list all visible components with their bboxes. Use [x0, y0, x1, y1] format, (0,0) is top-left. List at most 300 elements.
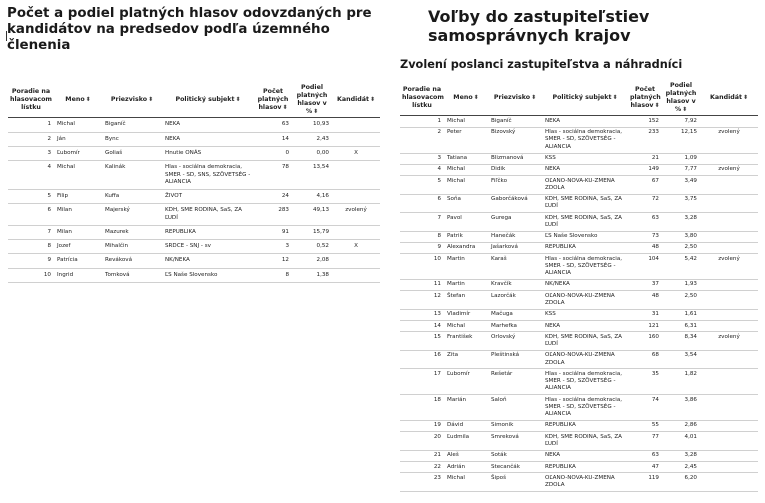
- sort-icon[interactable]: ⬍: [654, 101, 660, 109]
- cell-party: KSS: [542, 153, 628, 164]
- cell-candidate: [332, 118, 380, 132]
- cell-order: 19: [400, 420, 444, 431]
- cell-surname: Lazorčák: [488, 291, 542, 310]
- cell-share: 1,38: [292, 268, 332, 282]
- table-row: [400, 450, 758, 461]
- column-header-candidate[interactable]: [332, 82, 380, 118]
- cell-votes: 8: [254, 268, 292, 282]
- cell-candidate: [700, 116, 758, 127]
- cell-party: NEKA: [542, 164, 628, 175]
- cell-share: 6,20: [662, 473, 700, 492]
- cell-candidate: [700, 231, 758, 242]
- column-header-surname[interactable]: [488, 80, 542, 116]
- table-row: [8, 161, 380, 190]
- cell-candidate: [700, 213, 758, 232]
- cell-candidate: [700, 395, 758, 421]
- cell-order: 23: [400, 473, 444, 492]
- text-cursor: [6, 31, 7, 41]
- cell-votes: 31: [628, 309, 662, 320]
- cell-order: 3: [400, 153, 444, 164]
- cell-order: 6: [400, 194, 444, 213]
- cell-share: 1,93: [662, 279, 700, 290]
- cell-candidate: [332, 190, 380, 204]
- cell-share: 12,15: [662, 127, 700, 153]
- cell-surname: Fiľčko: [488, 176, 542, 195]
- column-header-label: Meno: [65, 95, 85, 103]
- sort-icon[interactable]: ⬍: [682, 105, 688, 113]
- cell-surname: Jašarková: [488, 242, 542, 253]
- cell-share: 7,77: [662, 164, 700, 175]
- cell-candidate: X: [332, 240, 380, 254]
- cell-first-name: Michal: [444, 116, 488, 127]
- cell-party: OĽANO-NOVA-KU-ZMENA ZDOLA: [542, 291, 628, 310]
- cell-surname: Mačuga: [488, 309, 542, 320]
- cell-surname: Gurega: [488, 213, 542, 232]
- cell-first-name: Milan: [54, 204, 102, 226]
- cell-first-name: Alexandra: [444, 242, 488, 253]
- cell-share: 13,54: [292, 161, 332, 190]
- table-row: [8, 132, 380, 146]
- cell-order: 1: [8, 118, 54, 132]
- cell-candidate: [700, 291, 758, 310]
- cell-order: 4: [400, 164, 444, 175]
- cell-party: KDH, SME RODINA, SaS, ZA ĽUDÍ: [162, 204, 254, 226]
- cell-order: 10: [400, 254, 444, 280]
- cell-candidate: [700, 309, 758, 320]
- cell-candidate: zvolený: [700, 127, 758, 153]
- sort-icon[interactable]: ⬍: [85, 95, 91, 103]
- cell-first-name: Michal: [444, 321, 488, 332]
- cell-share: 2,45: [662, 462, 700, 473]
- cell-first-name: Martin: [444, 279, 488, 290]
- cell-party: KDH, SME RODINA, SaS, ZA ĽUDÍ: [542, 332, 628, 351]
- table-row: [8, 254, 380, 268]
- column-header-label: Počet platných hlasov: [630, 85, 661, 109]
- column-header-label: Kandidát: [336, 95, 369, 103]
- cell-order: 14: [400, 321, 444, 332]
- cell-order: 12: [400, 291, 444, 310]
- cell-candidate: [700, 321, 758, 332]
- cell-first-name: Michal: [444, 473, 488, 492]
- sort-icon[interactable]: ⬍: [612, 93, 618, 101]
- cell-share: 6,31: [662, 321, 700, 332]
- cell-first-name: Michal: [444, 176, 488, 195]
- cell-party: REPUBLIKA: [542, 420, 628, 431]
- cell-candidate: [332, 268, 380, 282]
- cell-first-name: Peter: [444, 127, 488, 153]
- cell-first-name: Patrícia: [54, 254, 102, 268]
- table-row: [8, 118, 380, 132]
- cell-surname: Kravčík: [488, 279, 542, 290]
- cell-candidate: [700, 450, 758, 461]
- cell-candidate: zvolený: [332, 204, 380, 226]
- cell-party: Hlas - sociálna demokracia, SMER - SD, SNS, SZÖVETSÉG - ALIANCIA: [162, 161, 254, 190]
- cell-first-name: Ján: [54, 132, 102, 146]
- cell-votes: 73: [628, 231, 662, 242]
- cell-votes: 121: [628, 321, 662, 332]
- cell-votes: 14: [254, 132, 292, 146]
- cell-surname: Simonik: [488, 420, 542, 431]
- cell-candidate: [700, 279, 758, 290]
- table-row: [400, 432, 758, 451]
- cell-share: 3,28: [662, 450, 700, 461]
- cell-first-name: Dávid: [444, 420, 488, 431]
- cell-order: 3: [8, 146, 54, 160]
- cell-share: 15,79: [292, 225, 332, 239]
- cell-share: 4,01: [662, 432, 700, 451]
- cell-surname: Biganíč: [488, 116, 542, 127]
- cell-share: 3,80: [662, 231, 700, 242]
- cell-share: 4,16: [292, 190, 332, 204]
- cell-party: OĽANO-NOVA-KU-ZMENA ZDOLA: [542, 176, 628, 195]
- column-header-label: Podiel platných hlasov v %: [296, 84, 328, 115]
- table-row: [400, 350, 758, 369]
- sort-icon[interactable]: ⬍: [235, 95, 241, 103]
- cell-share: 1,09: [662, 153, 700, 164]
- cell-share: 1,61: [662, 309, 700, 320]
- cell-order: 9: [400, 242, 444, 253]
- cell-surname: Reváková: [102, 254, 162, 268]
- cell-share: 3,54: [662, 350, 700, 369]
- cell-candidate: [700, 462, 758, 473]
- right-subtitle: Zvolení poslanci zastupiteľstva a náhradníci: [400, 58, 683, 71]
- cell-votes: 63: [254, 118, 292, 132]
- cell-votes: 48: [628, 291, 662, 310]
- candidates-table: [8, 82, 380, 283]
- cell-party: KDH, SME RODINA, SaS, ZA ĽUDÍ: [542, 194, 628, 213]
- cell-first-name: Ľudmila: [444, 432, 488, 451]
- cell-party: SRDCE - SNJ - sv: [162, 240, 254, 254]
- cell-candidate: [332, 132, 380, 146]
- cell-votes: 35: [628, 369, 662, 395]
- cell-votes: 74: [628, 395, 662, 421]
- table-row: [400, 153, 758, 164]
- cell-votes: 91: [254, 225, 292, 239]
- table-row: [400, 369, 758, 395]
- cell-first-name: Adrián: [444, 462, 488, 473]
- cell-party: ŽIVOT: [162, 190, 254, 204]
- cell-candidate: [700, 432, 758, 451]
- cell-surname: Rešetár: [488, 369, 542, 395]
- cell-party: ĽS Naše Slovensko: [162, 268, 254, 282]
- cell-party: REPUBLIKA: [542, 242, 628, 253]
- cell-votes: 72: [628, 194, 662, 213]
- cell-candidate: zvolený: [700, 332, 758, 351]
- cell-candidate: zvolený: [700, 164, 758, 175]
- cell-first-name: Štefan: [444, 291, 488, 310]
- column-header-label: Poradie na hlasovacom lístku: [402, 85, 444, 109]
- cell-candidate: zvolený: [700, 254, 758, 280]
- cell-first-name: Ingrid: [54, 268, 102, 282]
- cell-order: 8: [8, 240, 54, 254]
- cell-candidate: [332, 254, 380, 268]
- cell-share: 2,08: [292, 254, 332, 268]
- cell-order: 8: [400, 231, 444, 242]
- table-row: [400, 164, 758, 175]
- cell-votes: 0: [254, 146, 292, 160]
- column-header-share[interactable]: [662, 80, 700, 116]
- cell-order: 21: [400, 450, 444, 461]
- cell-first-name: Filip: [54, 190, 102, 204]
- cell-share: 2,50: [662, 291, 700, 310]
- cell-votes: 119: [628, 473, 662, 492]
- cell-share: 0,00: [292, 146, 332, 160]
- cell-surname: Didik: [488, 164, 542, 175]
- cell-share: 3,75: [662, 194, 700, 213]
- cell-candidate: [700, 176, 758, 195]
- cell-party: REPUBLIKA: [542, 462, 628, 473]
- cell-surname: Tomková: [102, 268, 162, 282]
- cell-order: 4: [8, 161, 54, 190]
- sort-icon[interactable]: ⬍: [148, 95, 154, 103]
- cell-party: REPUBLIKA: [162, 225, 254, 239]
- table-row: [400, 116, 758, 127]
- table-row: [400, 321, 758, 332]
- table-row: [400, 473, 758, 492]
- cell-candidate: [332, 225, 380, 239]
- table-row: [8, 204, 380, 226]
- column-header-label: Priezvisko: [493, 93, 531, 101]
- cell-surname: Mazurek: [102, 225, 162, 239]
- cell-votes: 63: [628, 213, 662, 232]
- deputies-table: [400, 80, 758, 492]
- cell-party: NEKA: [542, 116, 628, 127]
- cell-surname: Goliaš: [102, 146, 162, 160]
- cell-first-name: Tatiana: [444, 153, 488, 164]
- cell-surname: Hanečák: [488, 231, 542, 242]
- sort-icon[interactable]: ⬍: [370, 95, 376, 103]
- cell-share: 10,93: [292, 118, 332, 132]
- left-title: Počet a podiel platných hlasov odovzdaných pre kandidátov na predsedov podľa územného členenia: [7, 6, 372, 53]
- cell-order: 13: [400, 309, 444, 320]
- column-header-surname[interactable]: [102, 82, 162, 118]
- cell-candidate: [700, 420, 758, 431]
- cell-surname: Soták: [488, 450, 542, 461]
- column-header-label: Počet platných hlasov: [257, 87, 289, 111]
- table-row: [400, 127, 758, 153]
- cell-party: KDH, SME RODINA, SaS, ZA ĽUDÍ: [542, 432, 628, 451]
- cell-first-name: František: [444, 332, 488, 351]
- cell-first-name: Vladimír: [444, 309, 488, 320]
- table-row: [400, 231, 758, 242]
- column-header-label: Meno: [453, 93, 473, 101]
- cell-candidate: X: [332, 146, 380, 160]
- cell-order: 9: [8, 254, 54, 268]
- cell-first-name: Jozef: [54, 240, 102, 254]
- cell-candidate: [700, 369, 758, 395]
- cell-party: Hlas - sociálna demokracia, SMER - SD, SZÖVETSÉG - ALIANCIA: [542, 127, 628, 153]
- sort-icon[interactable]: ⬍: [473, 93, 479, 101]
- column-header-share[interactable]: [292, 82, 332, 118]
- cell-first-name: Michal: [54, 118, 102, 132]
- cell-votes: 47: [628, 462, 662, 473]
- cell-order: 16: [400, 350, 444, 369]
- cell-votes: 152: [628, 116, 662, 127]
- column-header-label: Priezvisko: [110, 95, 148, 103]
- column-header-label: Kandidát: [709, 93, 742, 101]
- cell-surname: Karaš: [488, 254, 542, 280]
- table-row: [400, 462, 758, 473]
- cell-party: NK/NEKA: [542, 279, 628, 290]
- cell-party: NEKA: [162, 118, 254, 132]
- cell-votes: 283: [254, 204, 292, 226]
- column-header-votes[interactable]: [628, 80, 662, 116]
- cell-surname: Bync: [102, 132, 162, 146]
- table-row: [8, 146, 380, 160]
- cell-party: OĽANO-NOVA-KU-ZMENA ZDOLA: [542, 350, 628, 369]
- column-header-order: [8, 82, 54, 118]
- cell-surname: Stecančák: [488, 462, 542, 473]
- column-header-first-name[interactable]: [444, 80, 488, 116]
- cell-order: 15: [400, 332, 444, 351]
- cell-share: 5,42: [662, 254, 700, 280]
- column-header-candidate[interactable]: [700, 80, 758, 116]
- cell-share: 2,50: [662, 242, 700, 253]
- cell-votes: 78: [254, 161, 292, 190]
- column-header-party[interactable]: [542, 80, 628, 116]
- cell-first-name: Ľubomír: [444, 369, 488, 395]
- cell-candidate: [700, 242, 758, 253]
- cell-share: 3,49: [662, 176, 700, 195]
- cell-surname: Kuffa: [102, 190, 162, 204]
- cell-surname: Majerský: [102, 204, 162, 226]
- cell-order: 5: [8, 190, 54, 204]
- cell-surname: Marhefka: [488, 321, 542, 332]
- column-header-label: Poradie na hlasovacom lístku: [10, 87, 52, 111]
- column-header-party[interactable]: [162, 82, 254, 118]
- cell-order: 11: [400, 279, 444, 290]
- cell-share: 0,52: [292, 240, 332, 254]
- column-header-label: Politický subjekt: [552, 93, 612, 101]
- cell-order: 7: [8, 225, 54, 239]
- cell-surname: Saloň: [488, 395, 542, 421]
- column-header-label: Politický subjekt: [175, 95, 235, 103]
- cell-share: 2,86: [662, 420, 700, 431]
- cell-share: 49,13: [292, 204, 332, 226]
- cell-candidate: [332, 161, 380, 190]
- cell-surname: Orlovský: [488, 332, 542, 351]
- table-row: [8, 190, 380, 204]
- cell-first-name: Ľubomír: [54, 146, 102, 160]
- table-row: [8, 240, 380, 254]
- cell-candidate: [700, 194, 758, 213]
- table-row: [400, 176, 758, 195]
- cell-votes: 68: [628, 350, 662, 369]
- cell-party: NEKA: [542, 450, 628, 461]
- cell-order: 2: [400, 127, 444, 153]
- cell-party: Hlas - sociálna demokracia, SMER - SD, SZÖVETSÉG - ALIANCIA: [542, 254, 628, 280]
- table-row: [400, 254, 758, 280]
- cell-votes: 24: [254, 190, 292, 204]
- cell-share: 3,86: [662, 395, 700, 421]
- table-row: [400, 213, 758, 232]
- cell-party: KSS: [542, 309, 628, 320]
- cell-votes: 160: [628, 332, 662, 351]
- table-row: [400, 279, 758, 290]
- cell-candidate: [700, 153, 758, 164]
- cell-votes: 48: [628, 242, 662, 253]
- cell-order: 22: [400, 462, 444, 473]
- cell-share: 7,92: [662, 116, 700, 127]
- table-row: [400, 395, 758, 421]
- cell-order: 2: [8, 132, 54, 146]
- cell-first-name: Zita: [444, 350, 488, 369]
- cell-party: KDH, SME RODINA, SaS, ZA ĽUDÍ: [542, 213, 628, 232]
- column-header-order: [400, 80, 444, 116]
- cell-votes: 12: [254, 254, 292, 268]
- cell-surname: Pleštinská: [488, 350, 542, 369]
- cell-party: NEKA: [162, 132, 254, 146]
- table-row: [400, 194, 758, 213]
- cell-votes: 37: [628, 279, 662, 290]
- cell-party: Hlas - sociálna demokracia, SMER - SD, SZÖVETSÉG - ALIANCIA: [542, 369, 628, 395]
- cell-votes: 3: [254, 240, 292, 254]
- cell-first-name: Marián: [444, 395, 488, 421]
- cell-votes: 233: [628, 127, 662, 153]
- cell-surname: Kalinák: [102, 161, 162, 190]
- cell-votes: 63: [628, 450, 662, 461]
- table-row: [8, 225, 380, 239]
- cell-surname: Biganíč: [102, 118, 162, 132]
- cell-party: NEKA: [542, 321, 628, 332]
- cell-order: 1: [400, 116, 444, 127]
- cell-first-name: Milan: [54, 225, 102, 239]
- cell-order: 10: [8, 268, 54, 282]
- column-header-first-name[interactable]: [54, 82, 102, 118]
- sort-icon[interactable]: ⬍: [282, 103, 288, 111]
- cell-first-name: Michal: [444, 164, 488, 175]
- cell-votes: 21: [628, 153, 662, 164]
- cell-first-name: Soňa: [444, 194, 488, 213]
- table-row: [400, 242, 758, 253]
- cell-surname: Mihalčin: [102, 240, 162, 254]
- cell-votes: 104: [628, 254, 662, 280]
- cell-first-name: Pavol: [444, 213, 488, 232]
- cell-order: 5: [400, 176, 444, 195]
- table-row: [400, 332, 758, 351]
- cell-surname: Šipoš: [488, 473, 542, 492]
- cell-surname: Bizovský: [488, 127, 542, 153]
- sort-icon[interactable]: ⬍: [531, 93, 537, 101]
- cell-votes: 67: [628, 176, 662, 195]
- sort-icon[interactable]: ⬍: [743, 93, 749, 101]
- cell-votes: 55: [628, 420, 662, 431]
- cell-surname: Blizmanová: [488, 153, 542, 164]
- cell-party: Hnutie ONÁS: [162, 146, 254, 160]
- column-header-label: Podiel platných hlasov v %: [665, 82, 697, 113]
- cell-party: ĽS Naše Slovensko: [542, 231, 628, 242]
- table-row: [8, 268, 380, 282]
- cell-order: 20: [400, 432, 444, 451]
- table-header-row: [400, 80, 758, 116]
- cell-order: 17: [400, 369, 444, 395]
- cell-candidate: [700, 350, 758, 369]
- cell-votes: 149: [628, 164, 662, 175]
- sort-icon[interactable]: ⬍: [313, 107, 319, 115]
- cell-share: 8,34: [662, 332, 700, 351]
- cell-surname: Smreková: [488, 432, 542, 451]
- cell-order: 7: [400, 213, 444, 232]
- table-row: [400, 309, 758, 320]
- cell-candidate: [700, 473, 758, 492]
- cell-party: Hlas - sociálna demokracia, SMER - SD, SZÖVETSÉG - ALIANCIA: [542, 395, 628, 421]
- cell-order: 6: [8, 204, 54, 226]
- cell-order: 18: [400, 395, 444, 421]
- cell-first-name: Patrik: [444, 231, 488, 242]
- cell-first-name: Aleš: [444, 450, 488, 461]
- column-header-votes[interactable]: [254, 82, 292, 118]
- table-row: [400, 291, 758, 310]
